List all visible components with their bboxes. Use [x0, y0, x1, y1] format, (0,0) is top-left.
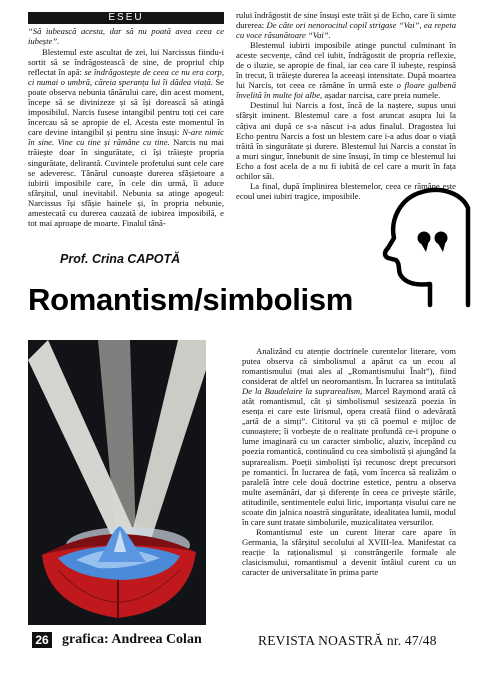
- paragraph: Romantismul este un curent literar care apare în Germania, la sfârșitul secolului al XVIII-lea. Manifestat ca reacție la raționalismul și constrângerile formale ale clasicismului, romantismul a devenit întâiul curent cu un caracter de universalitate în prima parte: [242, 526, 456, 578]
- paragraph: La final, după împlinirea blestemelor, ceea ce rămâne este ecoul unei iubiri tragice, imposibile.: [236, 180, 456, 201]
- magazine-issue: REVISTA NOASTRĂ nr. 47/48: [258, 633, 437, 648]
- paragraph: Blestemul iubirii imposibile atinge punctul culminant în aceste secvențe, când cel iubit, îndrăgostit de propria reflexie, de o iluzie, se apropie de final, iar cea care îl iubește, respinsă în trecut, îi trăiește durerea la aceeași intensitate. După moartea lui Narcis, tot ceea ce rămâne în urmă este o floare galbenă învelită în multe foi albe, așadar narcisa, care preia numele.: [236, 40, 456, 101]
- spotlight-umbrella-illustration: [28, 340, 206, 625]
- essay-left-column: [28, 12, 224, 228]
- paragraph: Analizând cu atenție doctrinele curentelor literare, vom putea observa că simbolismul a apărut ca un ecou al romantismului (mai ales al „Romantismului Înalt”), fiind considerat de altfel un neoromantism. În lucrarea sa intitulată De la Baudelaire la suprarealism, Marcel Raymond arată că atât romantismul, cât și simbolismul sesizează poezia în esența ei care este lirismul, opera creată fiind o adevărată „artă de a simți”. Cititorul va ști că poemul e mijloc de cunoaștere; îi vorbește de o realitate profundă ce-i propune o lume imaginară cu un caracter simbolic, aluziv, începând cu poezia romantică, continuând cu cea simbolistă și ajungând la suprarealism. Poeții simboliști își recunosc drept precursori pe romantici. În lucrarea de față, vom încerca să realizăm o paralelă între cele două doctrine estetice, pentru a observa multe asemănări, dar și diferențe în ceea ce privește stările, atitudinile, sentimentele eului liric, importanța visului care ne scoate din jalnica noastră singurătate, idealitatea lumii, modul în care sunt tratate simbolurile, muzicalitatea versurilor.: [242, 346, 456, 527]
- section-banner: ESEU: [28, 12, 224, 24]
- paragraph: Blestemul este ascultat de zei, lui Narcissus fiindu-i sortit să se îndrăgostească de sine, de propriul chip reflectat în apă: se îndrăgostește de ceea ce nu era corp, ci numai o umbră, căreia speranța lui îi dădea viață. Se poate observa nebunia tânărului care, din acest moment, începe să se divinizeze și să își dorească să atingă imposibilul. Narcis fusese intangibil pentru toți cei care încercau să se apropie de el. Acesta este momentul în care devine intangibil și pentru sine însuși: N-are nimic în sine. Vine cu tine și rămâne cu tine. Narcis nu mai trăiește doar în singurătate, ci își trăiește propria singurătate, delirantă. Cuvintele profetului sunt cele care se adeveresc. Tânărul cunoaște durerea sfâșietoare a iubirii imposibile care, în cele din urmă, îi aduce sfârșitul, unul inevitabil. Nebunia sa atinge apogeul: Narcissus își sfâșie hainele și, în propria nebunie, amestecată cu durerea cauzată de iubirea imposibilă, e tot mai aproape de moarte. Finalul tână-: [28, 47, 225, 228]
- essay-left-body: [28, 47, 224, 228]
- author-byline: Prof. Crina CAPOTĂ: [60, 252, 181, 266]
- paragraph: rului îndrăgostit de sine însuși este trăit și de Echo, care îi simte durerea: De câte ori nenorocitul copil strigase “Vai”, ea repeta cu voce răsunătoare “Vai”.: [236, 10, 457, 41]
- paragraph: Destinul lui Narcis a fost, încă de la naștere, supus unui sfârșit iminent. Blestemul care a fost aruncat asupra lui la câțiva ani după ce s-a născut i-a adus finalul. Dragostea lui Echo pentru Narcis a fost un blestem care i-a adus doar o viață trăită în singurătate și durere. Blestemul lui Narcis a constat în a muri singur, înnebunit de sine însuși, în timp ce blestemul lui Echo a fost acela de a nu fi iubită de cel care a murit în fața ochilor săi.: [236, 100, 456, 181]
- head-quote-icon: [360, 180, 472, 310]
- essay-right-column: [236, 10, 456, 201]
- essay-epigraph: “Să iubească acesta, dar să nu poată avea ceea ce iubește”.: [28, 26, 224, 46]
- graphic-credit: grafica: Andreea Colan: [62, 632, 202, 647]
- article-body-column: [242, 346, 456, 577]
- article-title: Romantism/simbolism: [28, 282, 354, 317]
- page-number: 26: [32, 632, 52, 648]
